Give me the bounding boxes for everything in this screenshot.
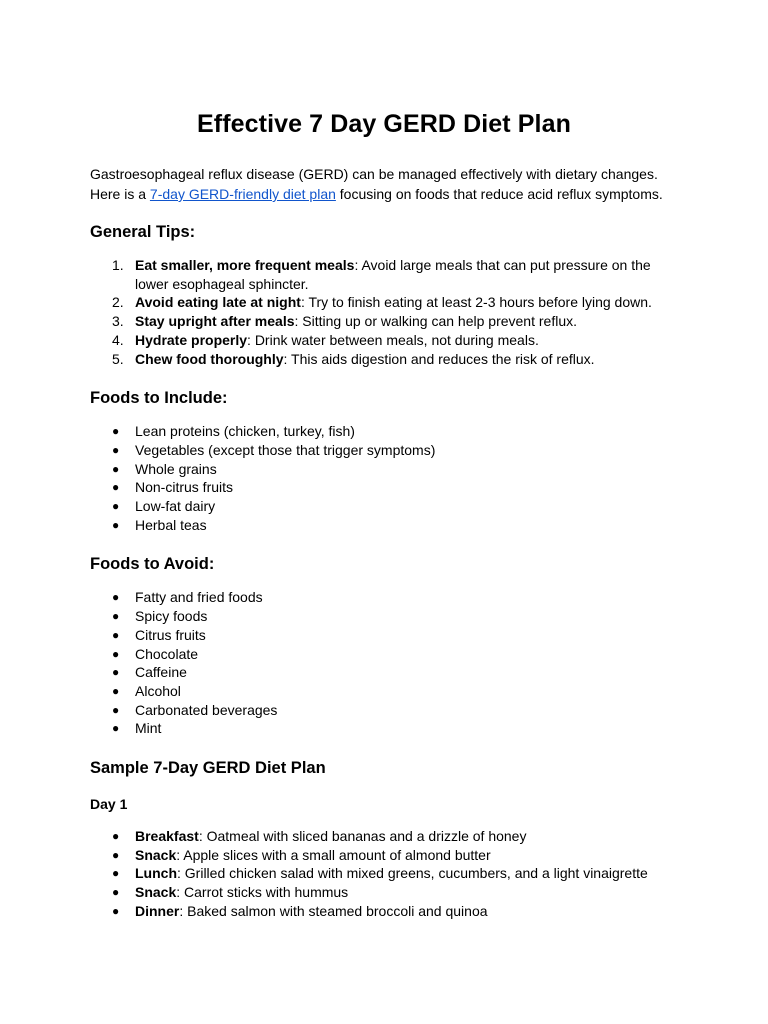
bullet-icon: ●	[112, 499, 120, 514]
list-item	[90, 256, 678, 293]
bullet-icon: ●	[112, 517, 120, 532]
list-item	[90, 701, 678, 720]
diet-plan-link[interactable]: 7-day GERD-friendly diet plan	[149, 186, 336, 202]
list-item-text: Mint	[135, 720, 162, 737]
list-item	[90, 883, 678, 902]
tip-title: Hydrate properly	[135, 331, 248, 348]
bullet-icon: ●	[112, 847, 120, 862]
bullet-icon: ●	[112, 424, 120, 439]
meal-label: Breakfast	[135, 828, 199, 845]
list-item-text: Spicy foods	[135, 608, 208, 625]
bullet-icon: ●	[112, 829, 120, 844]
list-item-text: Chocolate	[135, 645, 199, 662]
list-item	[90, 331, 678, 350]
list-item	[90, 607, 678, 626]
list-item-text: Vegetables (except those that trigger symptoms)	[135, 441, 436, 458]
meal-text: : Apple slices with a small amount of almond butter	[176, 846, 491, 863]
list-item-text: Whole grains	[135, 460, 217, 477]
meal-text: : Oatmeal with sliced bananas and a drizzle of honey	[198, 828, 527, 845]
list-item	[90, 827, 678, 846]
bullet-icon: ●	[112, 702, 120, 717]
list-item	[90, 719, 678, 738]
list-item	[90, 864, 678, 883]
list-item-text: Lean proteins (chicken, turkey, fish)	[135, 423, 355, 440]
list-item	[90, 293, 678, 312]
list-item	[90, 846, 678, 865]
list-item	[90, 663, 678, 682]
intro-pre-link: Here is a	[90, 186, 150, 202]
tip-title: Stay upright after meals	[135, 313, 295, 330]
tip-title: Eat smaller, more frequent meals	[135, 257, 355, 273]
list-item	[90, 682, 678, 701]
tip-text: : Sitting up or walking can help prevent reflux.	[294, 313, 577, 330]
meal-label: Snack	[135, 884, 177, 901]
general-tips-heading: General Tips:	[90, 223, 196, 241]
bullet-icon: ●	[112, 646, 120, 661]
day-1-meal-list	[90, 827, 678, 921]
bullet-icon: ●	[112, 885, 120, 900]
meal-text: : Grilled chicken salad with mixed greens, cucumbers, and a light vinaigrette	[177, 865, 648, 882]
tip-text: : Try to finish eating at least 2-3 hours before lying down.	[300, 294, 652, 311]
list-number: 1.	[112, 257, 124, 273]
sample-plan-heading: Sample 7-Day GERD Diet Plan	[90, 759, 326, 778]
list-item	[90, 312, 678, 331]
bullet-icon: ●	[112, 480, 120, 495]
tip-title: Chew food thoroughly	[135, 350, 284, 367]
list-item	[90, 350, 678, 369]
intro-paragraph	[90, 164, 678, 204]
tip-text: : Drink water between meals, not during meals.	[247, 331, 539, 348]
bullet-icon: ●	[112, 665, 120, 680]
list-item	[90, 902, 678, 921]
list-item	[90, 441, 678, 460]
list-item-text: Fatty and fried foods	[135, 589, 263, 606]
list-item	[90, 626, 678, 645]
intro-line-1: Gastroesophageal reflux disease (GERD) can be managed effectively with dietary changes.	[90, 166, 658, 182]
intro-post-link: focusing on foods that reduce acid reflux symptoms.	[335, 186, 663, 202]
meal-label: Dinner	[135, 902, 180, 919]
list-item	[90, 588, 678, 607]
day-1-heading: Day 1	[90, 796, 128, 813]
list-item-text: Alcohol	[135, 682, 181, 699]
foods-include-heading: Foods to Include:	[90, 389, 228, 408]
foods-avoid-list	[90, 588, 678, 738]
list-number: 4.	[112, 331, 124, 348]
bullet-icon: ●	[112, 903, 120, 918]
list-number: 5.	[112, 350, 124, 367]
general-tips-list	[90, 256, 678, 368]
list-item-text: Herbal teas	[135, 516, 207, 533]
bullet-icon: ●	[112, 866, 120, 881]
bullet-icon: ●	[112, 627, 120, 642]
list-item	[90, 460, 678, 479]
tip-text: : This aids digestion and reduces the risk of reflux.	[283, 350, 595, 367]
list-item	[90, 422, 678, 441]
foods-avoid-heading: Foods to Avoid:	[90, 555, 215, 574]
tip-text: : Avoid large meals that can put pressure on the lower esophageal sphincter.	[135, 257, 651, 292]
list-item-text: Low-fat dairy	[135, 498, 216, 515]
bullet-icon: ●	[112, 609, 120, 624]
list-item	[90, 516, 678, 535]
meal-text: : Baked salmon with steamed broccoli and quinoa	[179, 902, 488, 919]
list-number: 2.	[112, 294, 124, 311]
list-item	[90, 478, 678, 497]
bullet-icon: ●	[112, 721, 120, 736]
foods-include-list	[90, 422, 678, 534]
tip-title: Avoid eating late at night	[135, 294, 301, 311]
page-title: Effective 7 Day GERD Diet Plan	[197, 110, 571, 138]
list-item-text: Non-citrus fruits	[135, 479, 234, 496]
list-item	[90, 497, 678, 516]
meal-label: Snack	[135, 846, 177, 863]
list-number: 3.	[112, 313, 124, 330]
bullet-icon: ●	[112, 683, 120, 698]
list-item	[90, 645, 678, 664]
meal-text: : Carrot sticks with hummus	[176, 884, 349, 901]
list-item-text: Caffeine	[135, 664, 187, 681]
bullet-icon: ●	[112, 442, 120, 457]
list-item-text: Carbonated beverages	[135, 701, 278, 718]
meal-label: Lunch	[135, 865, 177, 882]
list-item-text: Citrus fruits	[135, 626, 206, 643]
bullet-icon: ●	[112, 590, 120, 605]
bullet-icon: ●	[112, 461, 120, 476]
